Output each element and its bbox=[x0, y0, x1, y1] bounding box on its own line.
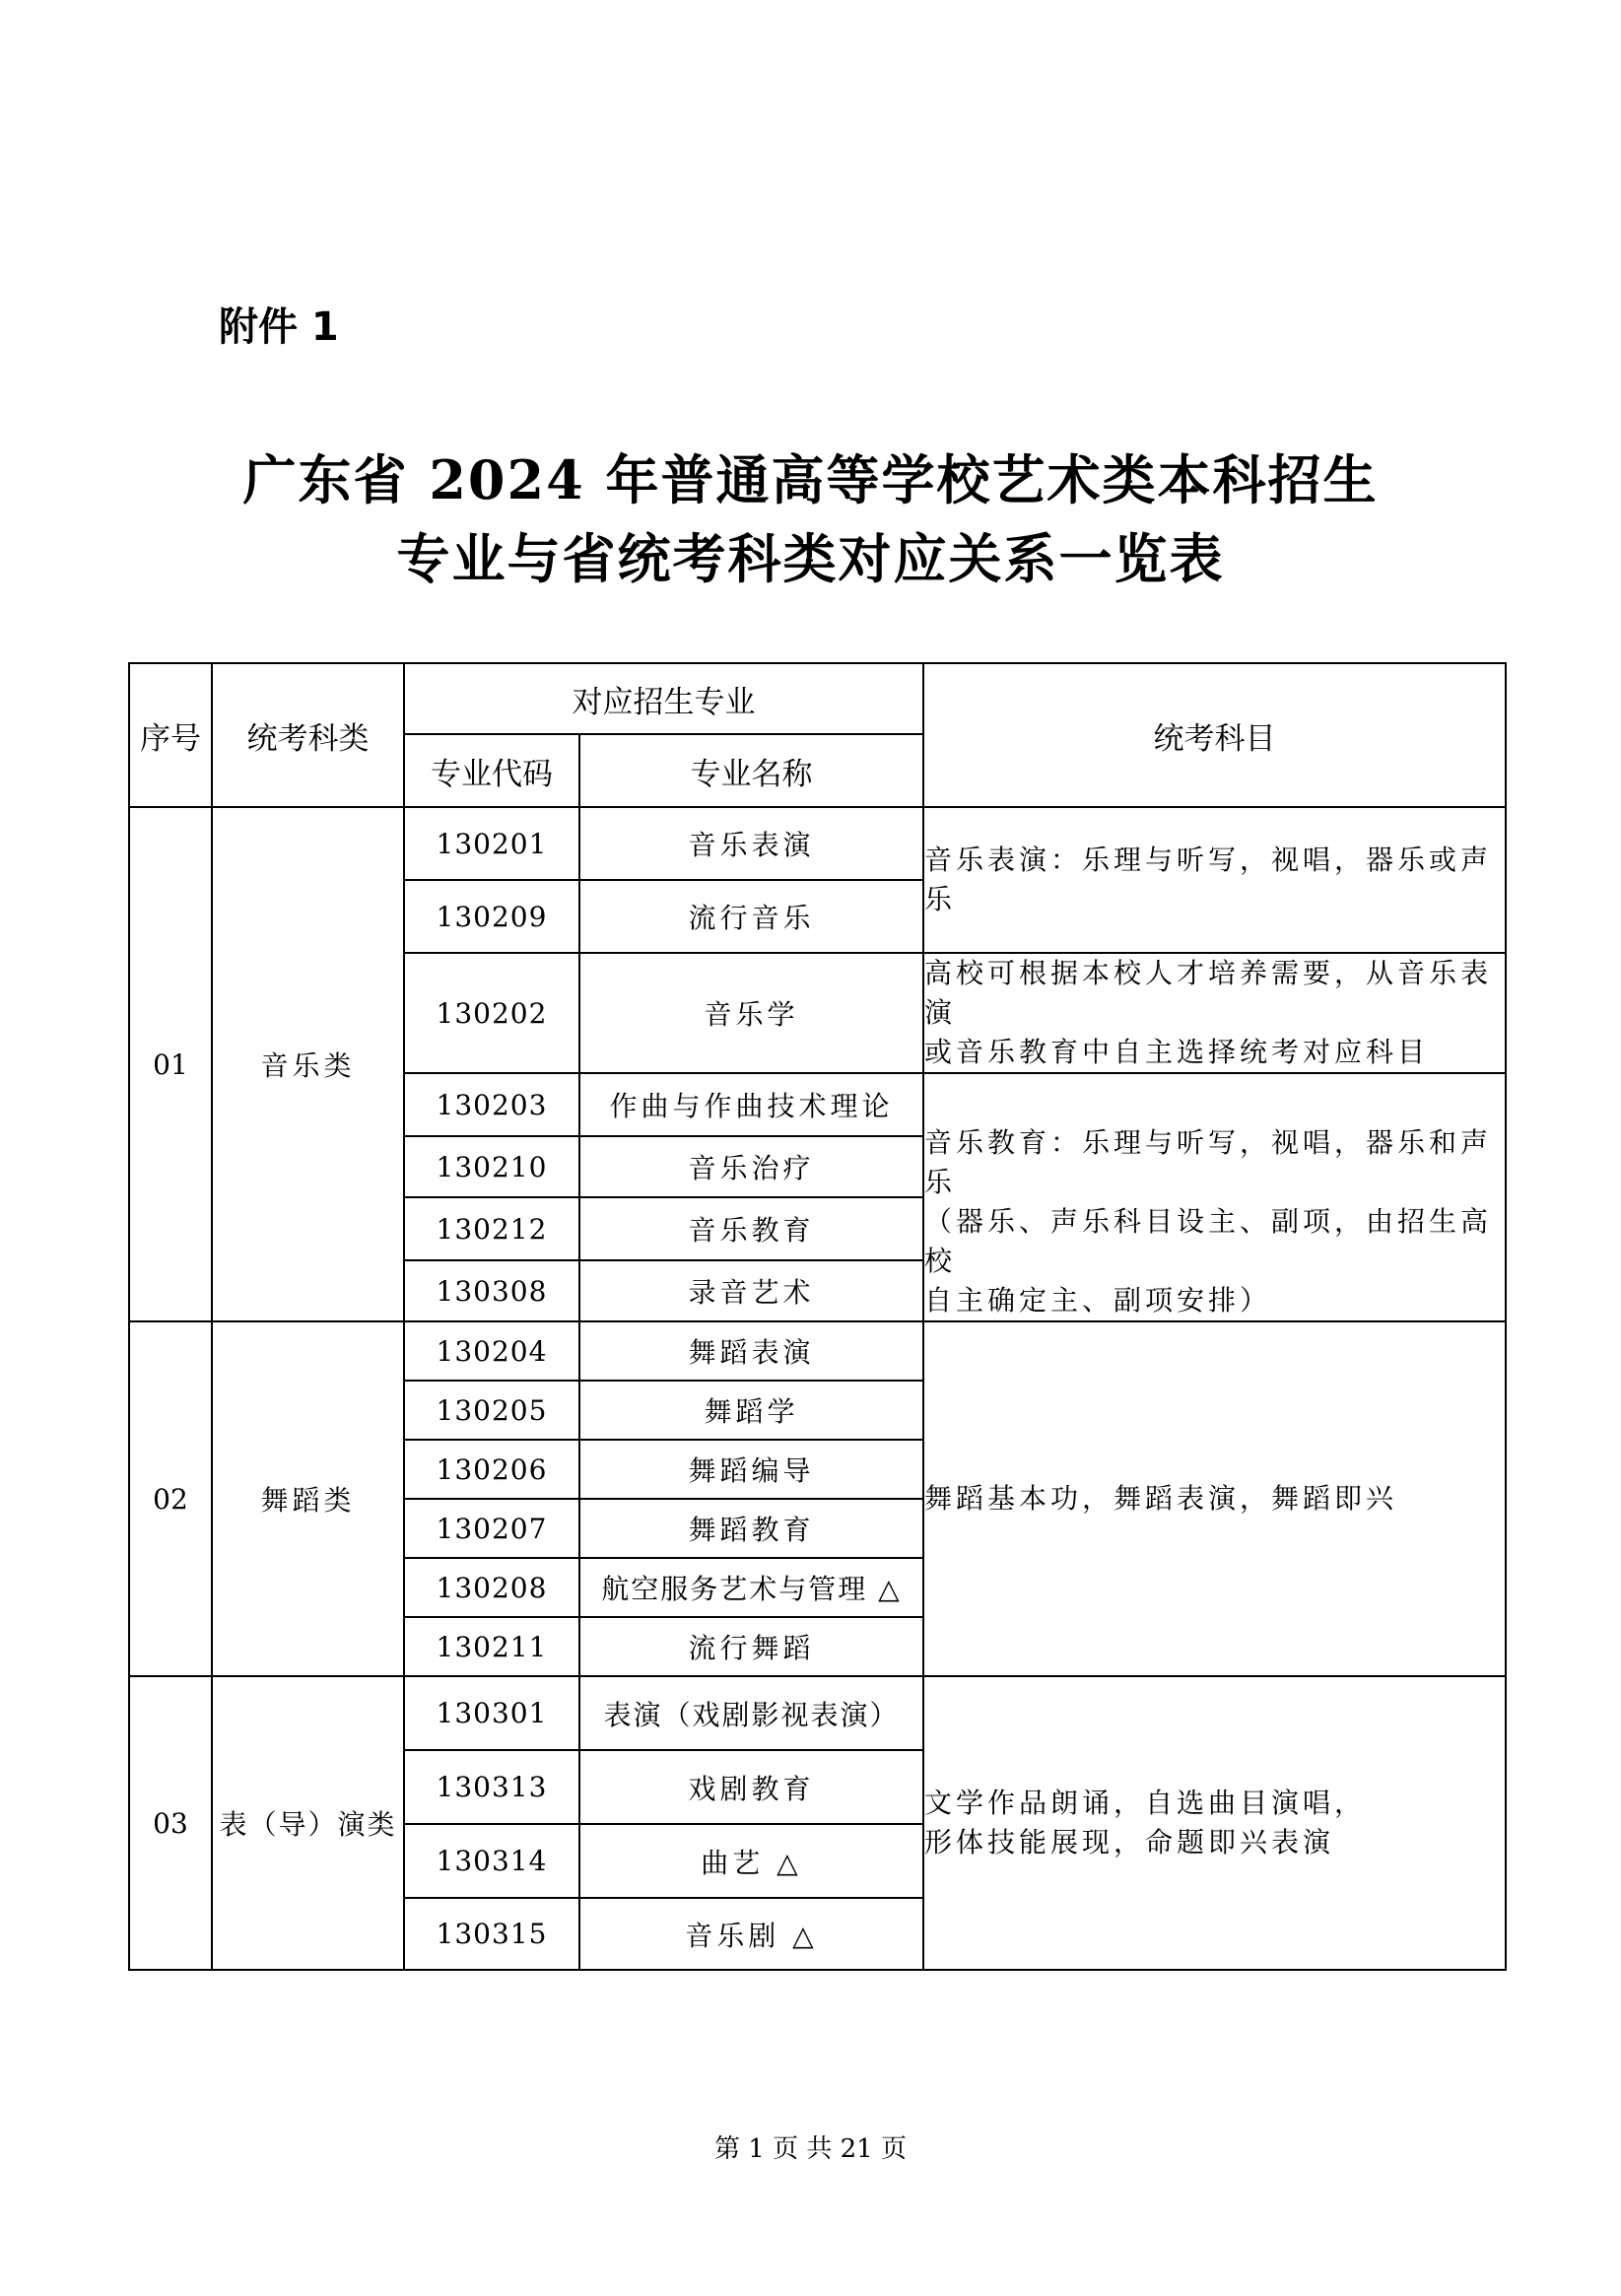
footer-page-number: 1 bbox=[748, 2134, 765, 2164]
major-name: 舞蹈学 bbox=[579, 1381, 923, 1440]
major-name: 舞蹈教育 bbox=[579, 1499, 923, 1558]
subjects-line: 形体技能展现，命题即兴表演 bbox=[924, 1826, 1335, 1858]
footer-middle: 页 共 bbox=[773, 2134, 833, 2164]
major-code: 130301 bbox=[404, 1676, 579, 1750]
major-name: 音乐学 bbox=[579, 953, 923, 1073]
major-name: 曲艺 △ bbox=[579, 1824, 923, 1898]
header-seq: 序号 bbox=[129, 663, 212, 807]
major-name: 舞蹈编导 bbox=[579, 1440, 923, 1499]
major-name: 音乐教育 bbox=[579, 1197, 923, 1260]
document-title-line-2: 专业与省统考科类对应关系一览表 bbox=[396, 527, 1225, 590]
major-code: 130202 bbox=[404, 953, 579, 1073]
major-code: 130212 bbox=[404, 1197, 579, 1260]
subjects-line: 或音乐教育中自主选择统考对应科目 bbox=[924, 1036, 1430, 1068]
subjects-cell bbox=[923, 1321, 1506, 1676]
major-name: 流行舞蹈 bbox=[579, 1617, 923, 1676]
table-row bbox=[129, 807, 1506, 880]
major-code: 130210 bbox=[404, 1136, 579, 1197]
correspondence-table bbox=[128, 662, 1507, 1971]
major-name: 流行音乐 bbox=[579, 880, 923, 953]
major-code: 130209 bbox=[404, 880, 579, 953]
major-name: 戏剧教育 bbox=[579, 1750, 923, 1824]
subjects-cell bbox=[923, 1073, 1506, 1321]
table-row bbox=[129, 1676, 1506, 1750]
footer-suffix: 页 bbox=[880, 2134, 907, 2164]
major-code: 130204 bbox=[404, 1321, 579, 1381]
group-seq: 03 bbox=[129, 1676, 212, 1970]
major-code: 130313 bbox=[404, 1750, 579, 1824]
major-name: 音乐治疗 bbox=[579, 1136, 923, 1197]
subjects-line: 舞蹈基本功，舞蹈表演，舞蹈即兴 bbox=[924, 1482, 1398, 1515]
major-code: 130201 bbox=[404, 807, 579, 880]
subjects-line: （器乐、声乐科目设主、副项，由招生高校 bbox=[924, 1205, 1493, 1277]
subjects-cell bbox=[923, 1676, 1506, 1970]
major-code: 130208 bbox=[404, 1558, 579, 1617]
subjects-cell bbox=[923, 953, 1506, 1073]
major-code: 130207 bbox=[404, 1499, 579, 1558]
page-footer bbox=[0, 2128, 1621, 2165]
subjects-cell bbox=[923, 807, 1506, 953]
major-name: 音乐剧 △ bbox=[579, 1898, 923, 1970]
major-code: 130205 bbox=[404, 1381, 579, 1440]
group-seq: 01 bbox=[129, 807, 212, 1321]
subjects-line: 自主确定主、副项安排） bbox=[924, 1284, 1272, 1317]
subjects-line: 文学作品朗诵，自选曲目演唱， bbox=[924, 1787, 1367, 1819]
header-category: 统考科类 bbox=[212, 663, 404, 807]
major-code: 130315 bbox=[404, 1898, 579, 1970]
group-seq: 02 bbox=[129, 1321, 212, 1676]
group-category: 音乐类 bbox=[212, 807, 404, 1321]
major-name: 音乐表演 bbox=[579, 807, 923, 880]
document-title-line-1: 广东省 2024 年普通高等学校艺术类本科招生 bbox=[242, 448, 1379, 511]
major-code: 130203 bbox=[404, 1073, 579, 1136]
header-code: 专业代码 bbox=[404, 734, 579, 807]
footer-prefix: 第 bbox=[714, 2134, 741, 2164]
major-name: 舞蹈表演 bbox=[579, 1321, 923, 1381]
subjects-line: 音乐教育：乐理与听写，视唱，器乐和声乐 bbox=[924, 1126, 1493, 1198]
subjects-line: 音乐表演：乐理与听写，视唱，器乐或声乐 bbox=[924, 844, 1493, 915]
major-name: 作曲与作曲技术理论 bbox=[579, 1073, 923, 1136]
major-code: 130308 bbox=[404, 1260, 579, 1321]
header-name: 专业名称 bbox=[579, 734, 923, 807]
major-code: 130314 bbox=[404, 1824, 579, 1898]
subjects-line: 高校可根据本校人才培养需要，从音乐表演 bbox=[924, 957, 1493, 1029]
major-name: 录音艺术 bbox=[579, 1260, 923, 1321]
table-row bbox=[129, 1321, 1506, 1381]
attachment-label: 附件 1 bbox=[219, 304, 339, 350]
header-subjects: 统考科目 bbox=[923, 663, 1506, 807]
major-name: 航空服务艺术与管理 △ bbox=[579, 1558, 923, 1617]
group-category: 舞蹈类 bbox=[212, 1321, 404, 1676]
footer-total-pages: 21 bbox=[840, 2134, 873, 2164]
group-category: 表（导）演类 bbox=[212, 1676, 404, 1970]
major-code: 130211 bbox=[404, 1617, 579, 1676]
header-majors-group: 对应招生专业 bbox=[404, 663, 923, 734]
major-name: 表演（戏剧影视表演） bbox=[579, 1676, 923, 1750]
major-code: 130206 bbox=[404, 1440, 579, 1499]
